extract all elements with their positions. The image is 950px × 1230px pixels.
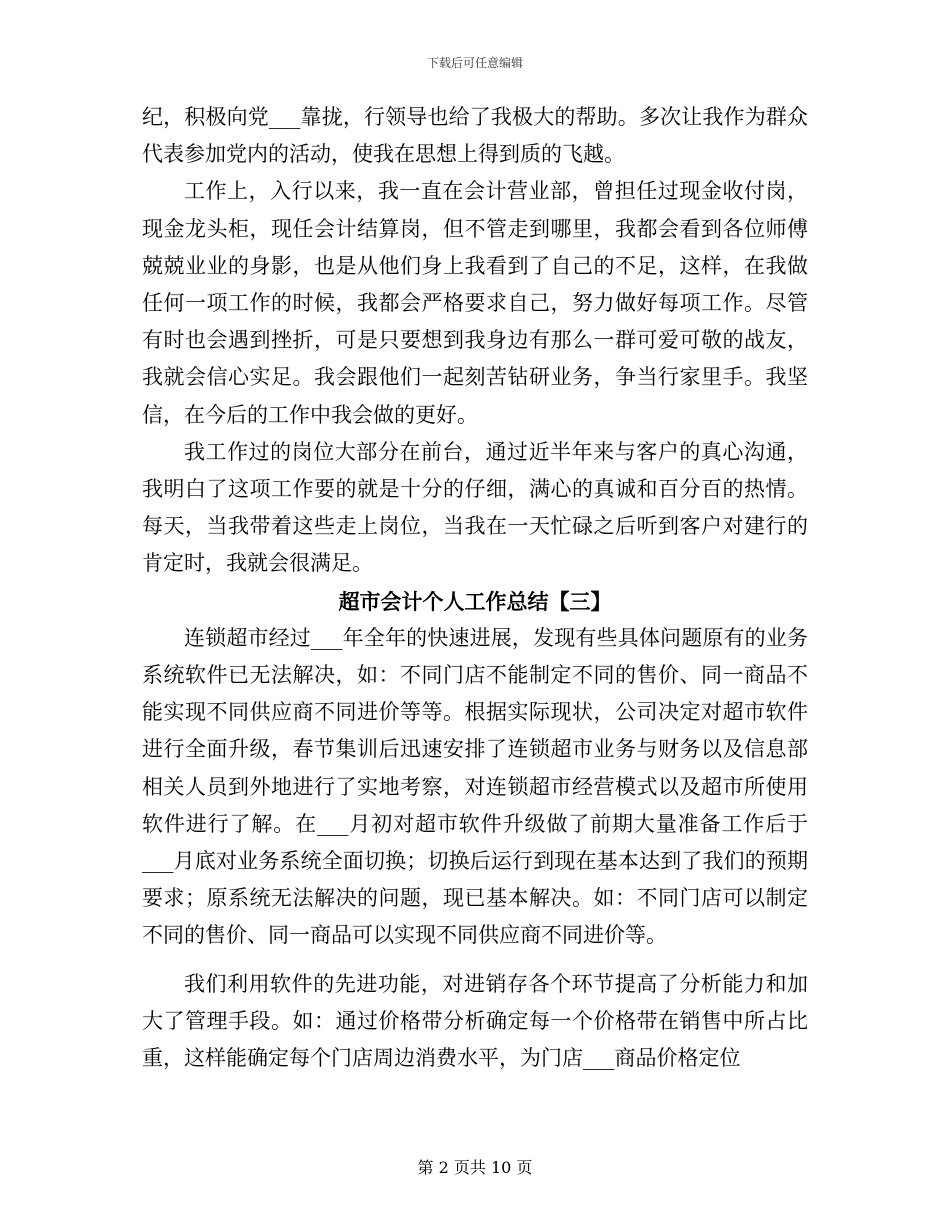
paragraph: 我们利用软件的先进功能，对进销存各个环节提高了分析能力和加大了管理手段。如：通过价格带分析确定每一个价格带在销售中所占比重，这样能确定每个门店周边消费水平，为门店___商品价格定位 <box>142 971 808 1071</box>
section-title: 超市会计个人工作总结【三】 <box>338 588 612 614</box>
paragraph: 我工作过的岗位大部分在前台，通过近半年来与客户的真心沟通，我明白了这项工作要的就是十分的仔细，满心的真诚和百分百的热情。每天，当我带着这些走上岗位，当我在一天忙碌之后听到客户对建行的肯定时，我就会很满足。 <box>142 439 808 576</box>
page-footer: 第 2 页共 10 页 <box>417 1158 533 1177</box>
paragraph: 纪，积极向党___靠拢，行领导也给了我极大的帮助。多次让我作为群众代表参加党内的活动，使我在思想上得到质的飞越。 <box>142 105 808 167</box>
paragraph: 工作上，入行以来，我一直在会计营业部，曾担任过现金收付岗，现金龙头柜，现任会计结算岗，但不管走到哪里，我都会看到各位师傅兢兢业业的身影，也是从他们身上我看到了自己的不足，这样，在我做任何一项工作的时候，我都会严格要求自己，努力做好每项工作。尽管有时也会遇到挫折，可是只要想到我身边有那么一群可爱可敬的战友，我就会信心实足。我会跟他们一起刻苦钻研业务，争当行家里手。我坚信，在今后的工作中我会做的更好。 <box>142 179 808 427</box>
document-body <box>142 99 808 1077</box>
page-header: 下载后可任意编辑 <box>426 56 523 70</box>
paragraph: 连锁超市经过___年全年的快速进展，发现有些具体问题原有的业务系统软件已无法解决，如：不同门店不能制定不同的售价、同一商品不能实现不同供应商不同进价等等。根据实际现状，公司决定对超市软件进行全面升级，春节集训后迅速安排了连锁超市业务与财务以及信息部相关人员到外地进行了实地考察，对连锁超市经营模式以及超市所使用软件进行了解。在___月初对超市软件升级做了前期大量准备工作后于___月底对业务系统全面切换；切换后运行到现在基本达到了我们的预期要求；原系统无法解决的问题，现已基本解决。如：不同门店可以制定不同的售价、同一商品可以实现不同供应商不同进价等。 <box>142 625 808 948</box>
